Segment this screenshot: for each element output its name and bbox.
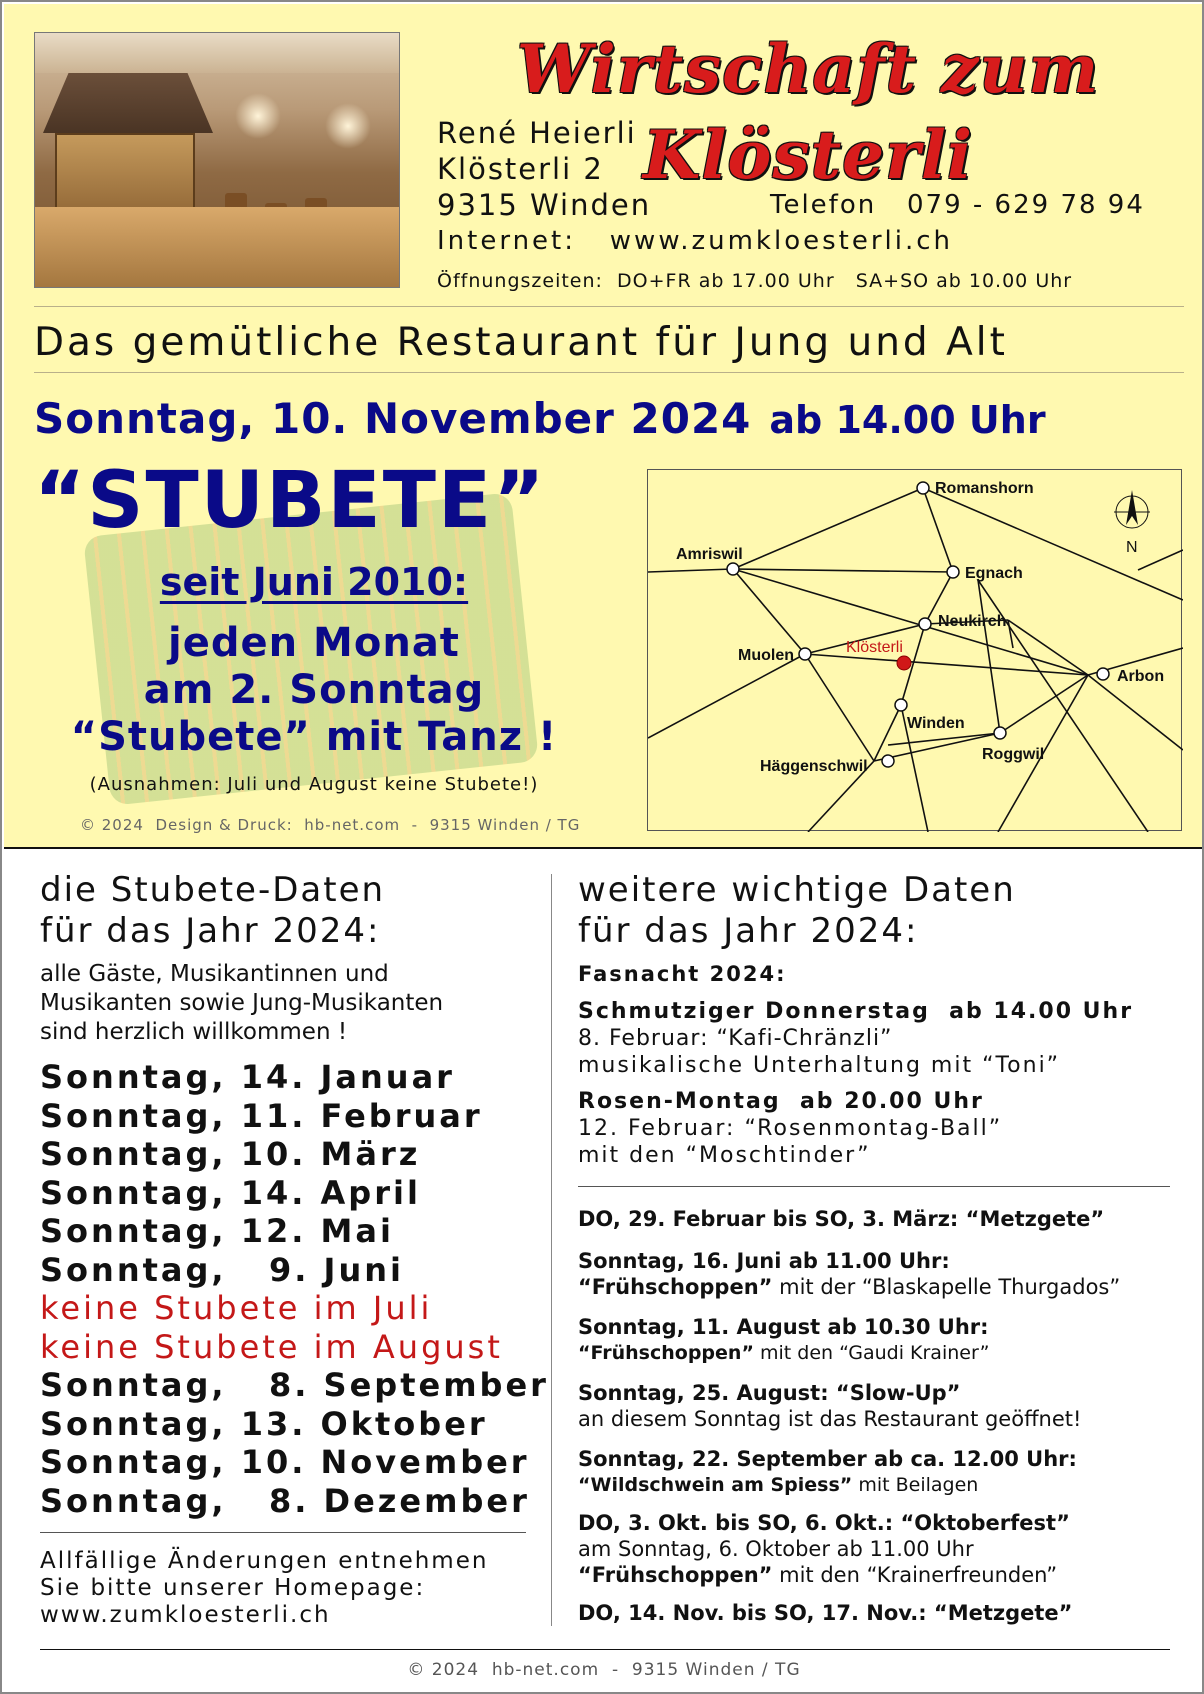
- divider: [40, 1532, 526, 1533]
- date-item: Sonntag, 8. Dezember: [40, 1481, 530, 1520]
- map-marker-kloesterli: [897, 656, 911, 670]
- divider: [40, 1649, 1170, 1650]
- map-marker-muolen: [799, 648, 811, 660]
- restaurant-title: Wirtschaft zum Klösterli: [516, 30, 1100, 194]
- divider: [34, 306, 1184, 307]
- date-item: Sonntag, 11. Februar: [40, 1096, 483, 1135]
- date-item: Sonntag, 13. Oktober: [40, 1404, 488, 1443]
- tagline: Das gemütliche Restaurant für Jung und Alt: [34, 320, 1008, 365]
- event-fruehschoppen-august: Sonntag, 11. August ab 10.30 Uhr: “Frühschoppen” mit den “Gaudi Krainer”: [578, 1315, 990, 1364]
- date-item: Sonntag, 10. März: [40, 1135, 421, 1173]
- event-since: seit Juni 2010:: [159, 560, 469, 604]
- event-date-line: [34, 394, 1046, 443]
- left-heading: die Stubete-Daten für das Jahr 2024:: [40, 870, 386, 951]
- website-link[interactable]: Internet: www.zumkloesterli.ch: [437, 226, 954, 256]
- map-label-amriswil: Amriswil: [676, 546, 743, 563]
- map-label-egnach: Egnach: [965, 565, 1023, 582]
- top-section: [4, 4, 1202, 849]
- map-label-muolen: Muolen: [738, 647, 794, 664]
- no-event-item: keine Stubete im Juli: [40, 1289, 433, 1327]
- fasnacht-event-1: Schmutziger Donnerstag ab 14.00 Uhr 8. Februar: “Kafi-Chränzli” musikalische Unterhaltung mit “Toni”: [578, 999, 1134, 1078]
- homepage-link[interactable]: www.zumkloesterli.ch: [40, 1602, 331, 1628]
- date-item: Sonntag, 14. Januar: [40, 1058, 455, 1096]
- opening-hours: Öffnungszeiten: DO+FR ab 17.00 Uhr SA+SO ab 10.00 Uhr: [437, 270, 1073, 292]
- map-graphic: [648, 470, 1183, 832]
- map-label-arbon: Arbon: [1117, 668, 1165, 685]
- event-slow-up: Sonntag, 25. August: “Slow-Up” an diesem Sonntag ist das Restaurant geöffnet!: [578, 1381, 1082, 1431]
- north-arrow-icon: [1114, 490, 1150, 556]
- map-label-kloesterli: Klösterli: [846, 639, 903, 656]
- restaurant-photo: [34, 32, 400, 288]
- date-item: Sonntag, 12. Mai: [40, 1212, 394, 1250]
- design-credit: © 2024 Design & Druck: hb-net.com - 9315 Winden / TG: [80, 816, 581, 834]
- map-marker-egnach: [947, 566, 959, 578]
- date-item: Sonntag, 9. Juni: [40, 1250, 404, 1289]
- homepage-note: Allfällige Änderungen entnehmen Sie bitte unserer Homepage: www.zumkloesterli.ch: [40, 1548, 489, 1628]
- event-exception: (Ausnahmen: Juli und August keine Stubete!): [89, 774, 539, 795]
- map-label-winden: Winden: [907, 715, 965, 732]
- map-marker-winden: [895, 699, 907, 711]
- map-label-neukirch: Neukirch: [938, 613, 1007, 630]
- footer-copyright: © 2024 hb-net.com - 9315 Winden / TG: [407, 1660, 801, 1680]
- map-label-roggwil: Roggwil: [982, 746, 1045, 763]
- map-marker-haeggenschwil: [882, 755, 894, 767]
- stubete-dates-list: [40, 1058, 549, 1520]
- map-label-romanshorn: Romanshorn: [935, 480, 1034, 497]
- location-map: [647, 469, 1182, 831]
- column-divider: [551, 874, 552, 1626]
- date-item: Sonntag, 10. November: [40, 1443, 530, 1481]
- right-heading: weitere wichtige Daten für das Jahr 2024:: [578, 870, 1016, 951]
- map-marker-neukirch: [919, 618, 931, 630]
- owner-name: René Heierli: [437, 116, 637, 150]
- map-label-haeggenschwil: Häggenschwil: [760, 758, 868, 775]
- street-address: Klösterli 2: [437, 152, 604, 186]
- map-marker-roggwil: [994, 727, 1006, 739]
- event-date: Sonntag, 10. November 2024: [34, 394, 752, 443]
- event-metzgete-maerz: DO, 29. Februar bis SO, 3. März: “Metzgete”: [578, 1207, 1105, 1231]
- date-item: Sonntag, 8. September: [40, 1366, 549, 1404]
- divider: [578, 1186, 1170, 1187]
- event-oktoberfest: DO, 3. Okt. bis SO, 6. Okt.: “Oktoberfest” am Sonntag, 6. Oktober ab 11.00 Uhr “Frühschoppen” mit den “Krainerfreunden”: [578, 1511, 1070, 1587]
- divider: [34, 372, 1184, 373]
- no-event-item: keine Stubete im August: [40, 1327, 503, 1366]
- event-schedule: jeden Monat am 2. Sonntag “Stubete” mit Tanz !: [70, 620, 558, 760]
- event-time: ab 14.00 Uhr: [769, 398, 1046, 442]
- map-marker-romanshorn: [917, 482, 929, 494]
- svg-text:N: N: [1126, 539, 1138, 556]
- event-metzgete-november: DO, 14. Nov. bis SO, 17. Nov.: “Metzgete”: [578, 1601, 1073, 1625]
- phone-number: Telefon 079 - 629 78 94: [770, 190, 1145, 220]
- event-fruehschoppen-juni: Sonntag, 16. Juni ab 11.00 Uhr: “Frühschoppen” mit der “Blaskapelle Thurgados”: [578, 1249, 1121, 1299]
- map-marker-amriswil: [727, 563, 739, 575]
- event-name: “STUBETE”: [34, 456, 547, 546]
- city-address: 9315 Winden: [437, 188, 652, 222]
- left-intro: alle Gäste, Musikantinnen und Musikanten sowie Jung-Musikanten sind herzlich willkommen !: [40, 961, 444, 1045]
- date-item: Sonntag, 14. April: [40, 1173, 421, 1212]
- map-marker-arbon: [1097, 668, 1109, 680]
- fasnacht-event-2: Rosen-Montag ab 20.00 Uhr 12. Februar: “Rosenmontag-Ball” mit den “Moschtinder”: [578, 1089, 1003, 1168]
- fasnacht-heading: Fasnacht 2024:: [578, 962, 787, 986]
- event-wildschwein: Sonntag, 22. September ab ca. 12.00 Uhr: “Wildschwein am Spiess” mit Beilagen: [578, 1447, 1077, 1496]
